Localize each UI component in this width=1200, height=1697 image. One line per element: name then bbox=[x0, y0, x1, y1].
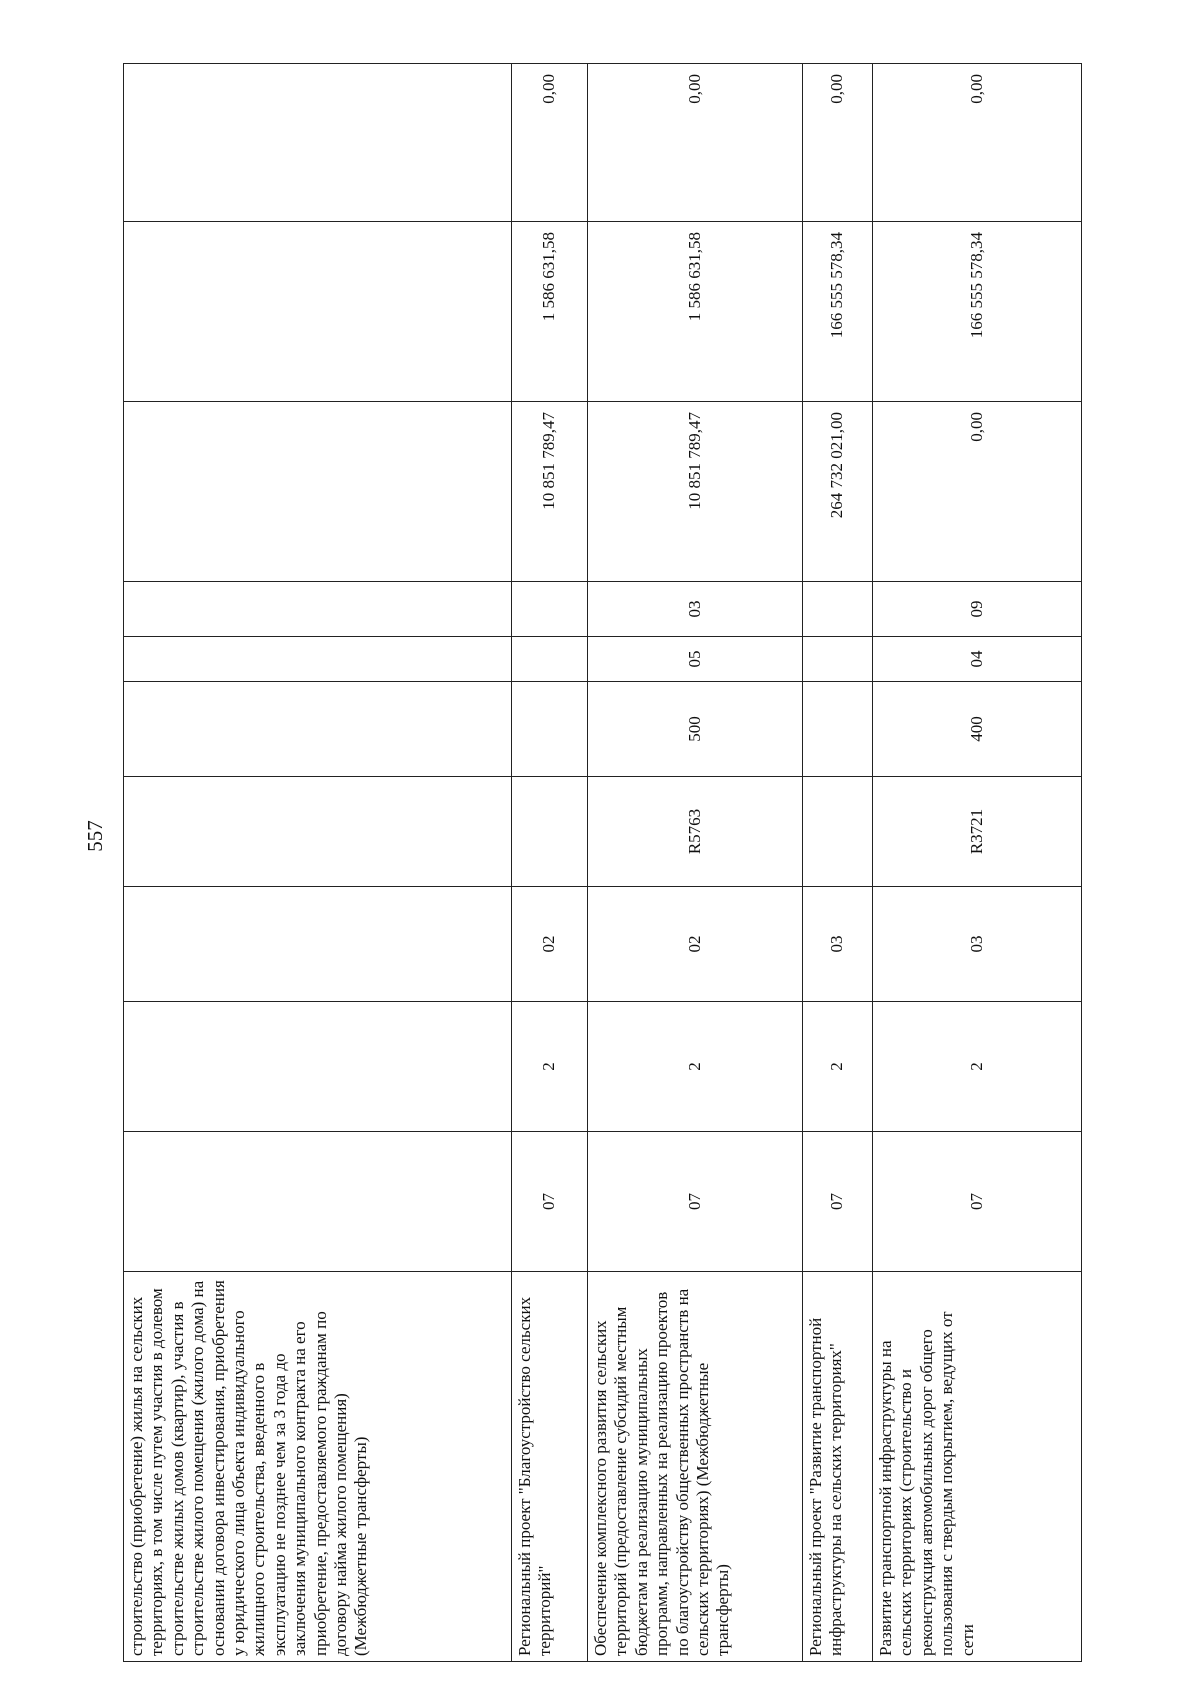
subsection-cell bbox=[512, 582, 588, 637]
program-code-cell: 07 bbox=[803, 1132, 873, 1272]
project-code-cell: 03 bbox=[873, 887, 1082, 1002]
table-row bbox=[124, 64, 512, 1662]
subsection-cell: 09 bbox=[873, 582, 1082, 637]
section-cell bbox=[512, 637, 588, 682]
row-name-cell: Обеспечение комплексного развития сельских территорий (предоставление субсидий местным бюджетам на реализацию муниципальных программ, направленных на реализацию проектов по благоустройству общественных пространств на сельских территориях) (Межбюджетные трансферты) bbox=[588, 1272, 803, 1662]
expense-type-cell bbox=[124, 682, 512, 777]
budget-table bbox=[123, 63, 1082, 1662]
amount-cell-3 bbox=[124, 64, 512, 222]
direction-code-cell bbox=[124, 777, 512, 887]
subprogram-code-cell: 2 bbox=[588, 1002, 803, 1132]
direction-code-cell bbox=[512, 777, 588, 887]
page-number: 557 bbox=[83, 820, 107, 852]
amount-cell-2: 1 586 631,58 bbox=[512, 222, 588, 402]
project-code-cell bbox=[124, 887, 512, 1002]
program-code-cell: 07 bbox=[512, 1132, 588, 1272]
project-code-cell: 02 bbox=[588, 887, 803, 1002]
rotated-table-wrapper bbox=[123, 64, 1081, 1662]
subprogram-code-cell bbox=[124, 1002, 512, 1132]
subsection-cell: 03 bbox=[588, 582, 803, 637]
amount-cell-1: 10 851 789,47 bbox=[588, 402, 803, 582]
subprogram-code-cell: 2 bbox=[873, 1002, 1082, 1132]
amount-cell-1: 264 732 021,00 bbox=[803, 402, 873, 582]
amount-cell-3: 0,00 bbox=[873, 64, 1082, 222]
program-code-cell: 07 bbox=[873, 1132, 1082, 1272]
project-code-cell: 02 bbox=[512, 887, 588, 1002]
table-row bbox=[588, 64, 803, 1662]
project-code-cell: 03 bbox=[803, 887, 873, 1002]
program-code-cell: 07 bbox=[588, 1132, 803, 1272]
section-cell bbox=[124, 637, 512, 682]
subsection-cell bbox=[803, 582, 873, 637]
row-name-cell: строительство (приобретение) жилья на сельских территориях, в том числе путем участия в долевом строительстве жилых домов (квартир), участия в строительстве жилого помещения (жилого дома) на основании договора инвестирования, приобретения у юридического лица объекта индивидуального жилищного строительства, введенного в эксплуатацию не позднее чем за 3 года до заключения муниципального контракта на его приобретение, предоставляемого гражданам по договору найма жилого помещения) (Межбюджетные трансферты) bbox=[124, 1272, 512, 1662]
row-name-cell: Региональный проект "Благоустройство сельских территорий" bbox=[512, 1272, 588, 1662]
subprogram-code-cell: 2 bbox=[512, 1002, 588, 1132]
direction-code-cell: R3721 bbox=[873, 777, 1082, 887]
section-cell bbox=[803, 637, 873, 682]
amount-cell-3: 0,00 bbox=[512, 64, 588, 222]
expense-type-cell bbox=[803, 682, 873, 777]
amount-cell-1 bbox=[124, 402, 512, 582]
section-cell: 04 bbox=[873, 637, 1082, 682]
table-row bbox=[512, 64, 588, 1662]
amount-cell-1: 0,00 bbox=[873, 402, 1082, 582]
amount-cell-1: 10 851 789,47 bbox=[512, 402, 588, 582]
amount-cell-2: 1 586 631,58 bbox=[588, 222, 803, 402]
amount-cell-3: 0,00 bbox=[803, 64, 873, 222]
row-name-cell: Развитие транспортной инфраструктуры на сельских территориях (строительство и реконструкция автомобильных дорог общего пользования с твердым покрытием, ведущих от сети bbox=[873, 1272, 1082, 1662]
expense-type-cell bbox=[512, 682, 588, 777]
amount-cell-2: 166 555 578,34 bbox=[873, 222, 1082, 402]
program-code-cell bbox=[124, 1132, 512, 1272]
amount-cell-2: 166 555 578,34 bbox=[803, 222, 873, 402]
subsection-cell bbox=[124, 582, 512, 637]
table-row bbox=[803, 64, 873, 1662]
section-cell: 05 bbox=[588, 637, 803, 682]
direction-code-cell bbox=[803, 777, 873, 887]
table-row bbox=[873, 64, 1082, 1662]
row-name-cell: Региональный проект "Развитие транспортной инфраструктуры на сельских территориях" bbox=[803, 1272, 873, 1662]
subprogram-code-cell: 2 bbox=[803, 1002, 873, 1132]
expense-type-cell: 500 bbox=[588, 682, 803, 777]
amount-cell-3: 0,00 bbox=[588, 64, 803, 222]
expense-type-cell: 400 bbox=[873, 682, 1082, 777]
amount-cell-2 bbox=[124, 222, 512, 402]
direction-code-cell: R5763 bbox=[588, 777, 803, 887]
